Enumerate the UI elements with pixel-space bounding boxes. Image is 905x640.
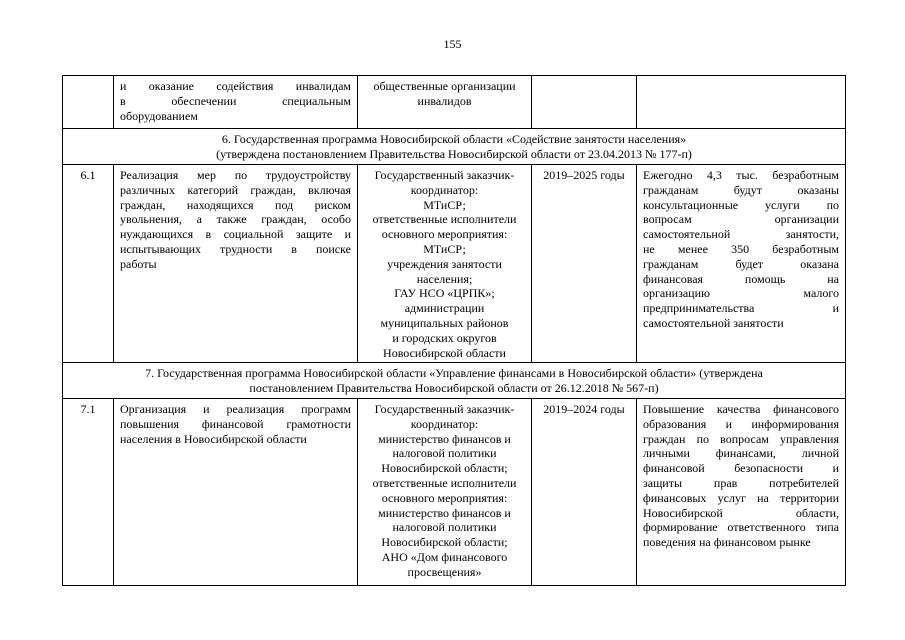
measure-text-line: Реализация мер по трудоустройству	[120, 168, 351, 182]
responsible-cell	[358, 76, 532, 129]
measure-cell	[114, 399, 358, 586]
row-number-cell	[63, 399, 114, 586]
row-number-cell	[63, 165, 114, 363]
result-text-line: консультационные услуги по	[643, 197, 839, 212]
table-row	[63, 399, 846, 586]
responsible-text-line: налоговой политики	[392, 446, 497, 461]
measure-text-line: граждан, находящихся под риском	[120, 197, 351, 212]
responsible-text-line: основного мероприятия:	[381, 227, 508, 242]
result-text-line: поведения на финансовом рынке	[643, 535, 811, 550]
responsible-cell	[358, 399, 532, 586]
row-number: 7.1	[80, 402, 96, 416]
measure-text-line: нуждающихся в социальной защите и	[120, 227, 351, 242]
responsible-text-line: учреждения занятости	[387, 256, 502, 271]
responsible-text-line: координатор:	[410, 182, 479, 197]
responsible-text-line: населения;	[416, 271, 473, 286]
measure-text-line: населения в Новосибирской области	[120, 431, 307, 446]
period-cell	[532, 76, 637, 129]
result-text-line: граждан по вопросам управления	[643, 431, 839, 446]
result-text-line: гражданам будут оказаны	[643, 182, 839, 197]
result-text-line: личными финансами, личной	[643, 446, 839, 461]
measure-text-line: повышения финансовой грамотности	[120, 416, 351, 431]
responsible-text-line: министерство финансов и	[378, 505, 511, 520]
result-text-line: Ежегодно 4,3 тыс. безработным	[643, 168, 839, 182]
section-title-line: (утверждена постановлением Правительства Новосибирской области от 23.04.2013 № 177-п)	[216, 146, 692, 161]
responsible-text-line: министерство финансов и	[378, 431, 511, 446]
responsible-text-line: МТиСР;	[423, 241, 466, 256]
responsible-text-line: инвалидов	[417, 93, 472, 108]
result-text-line: Новосибирской области,	[643, 505, 839, 520]
result-text-line: образования и информирования	[643, 416, 839, 431]
result-text-line: не менее 350 безработным	[643, 241, 839, 256]
program-table	[62, 75, 846, 586]
section-title-cell	[63, 129, 846, 165]
responsible-text-line: и городских округов	[392, 330, 497, 345]
responsible-text-line: администрации	[404, 301, 485, 316]
measure-text-line: Организация и реализация программ	[120, 402, 351, 416]
period-cell	[532, 165, 637, 363]
result-text-line: вопросам организации	[643, 212, 839, 227]
result-text-line: организацию малого	[643, 286, 839, 301]
result-text-line: Повышение качества финансового	[643, 402, 839, 416]
page-number: 155	[443, 37, 462, 51]
responsible-text-line: Новосибирской области;	[381, 535, 508, 550]
section-title-line: 6. Государственная программа Новосибирской области «Содействие занятости населения»	[221, 132, 687, 146]
period-cell	[532, 399, 637, 586]
result-cell	[637, 76, 846, 129]
responsible-text-line: координатор:	[410, 416, 479, 431]
measure-text-line: работы	[120, 256, 157, 271]
row-number-cell	[63, 76, 114, 129]
section-title-line: 7. Государственная программа Новосибирской области «Управление финансами в Новосибирской области» (утверждена	[145, 366, 763, 380]
responsible-text-line: просвещения»	[407, 564, 482, 579]
result-cell	[637, 399, 846, 586]
measure-text-line: оборудованием	[120, 108, 198, 123]
section-title-line: постановлением Правительства Новосибирской области от 26.12.2018 № 567-п)	[249, 380, 659, 395]
responsible-text-line: ГАУ НСО «ЦРПК»;	[394, 286, 495, 301]
responsible-text-line: Государственный заказчик-	[374, 168, 515, 182]
responsible-text-line: налоговой политики	[392, 520, 497, 535]
period-text: 2019–2024 годы	[543, 402, 625, 416]
table-row	[63, 76, 846, 129]
responsible-text-line: ответственные исполнители	[372, 475, 517, 490]
responsible-text-line: Новосибирской области	[383, 345, 506, 360]
result-text-line: финансовая помощь на	[643, 271, 839, 286]
result-text-line: финансовых услуг на территории	[643, 490, 839, 505]
section-title-cell	[63, 363, 846, 399]
measure-text-line: в обеспечении специальным	[120, 93, 351, 108]
responsible-text-line: муниципальных районов	[380, 315, 509, 330]
responsible-cell	[358, 165, 532, 363]
result-cell	[637, 165, 846, 363]
responsible-text-line: ответственные исполнители	[372, 212, 517, 227]
result-text-line: финансовой безопасности и	[643, 461, 839, 476]
measure-text-line: различных категорий граждан, включая	[120, 182, 351, 197]
section-row	[63, 129, 846, 165]
measure-text-line: испытывающих трудности в поиске	[120, 241, 351, 256]
responsible-text-line: общественные организации	[373, 79, 516, 93]
responsible-text-line: Государственный заказчик-	[374, 402, 515, 416]
responsible-text-line: АНО «Дом финансового	[381, 549, 508, 564]
row-number: 6.1	[80, 168, 96, 182]
responsible-text-line: основного мероприятия:	[381, 490, 508, 505]
period-text: 2019–2025 годы	[543, 168, 625, 182]
measure-text-line: увольнения, а также граждан, особо	[120, 212, 351, 227]
result-text-line: предпринимательства и	[643, 301, 839, 316]
result-text-line: самостоятельной занятости,	[643, 227, 839, 242]
responsible-text-line: Новосибирской области;	[381, 461, 508, 476]
result-text-line: гражданам будет оказана	[643, 256, 839, 271]
result-text-line: защиты прав потребителей	[643, 475, 839, 490]
result-text-line: самостоятельной занятости	[643, 315, 784, 330]
measure-cell	[114, 165, 358, 363]
measure-text-line: и оказание содействия инвалидам	[120, 79, 351, 93]
table-row	[63, 165, 846, 363]
measure-cell	[114, 76, 358, 129]
result-text-line: формирование ответственного типа	[643, 520, 839, 535]
section-row	[63, 363, 846, 399]
responsible-text-line: МТиСР;	[423, 197, 466, 212]
